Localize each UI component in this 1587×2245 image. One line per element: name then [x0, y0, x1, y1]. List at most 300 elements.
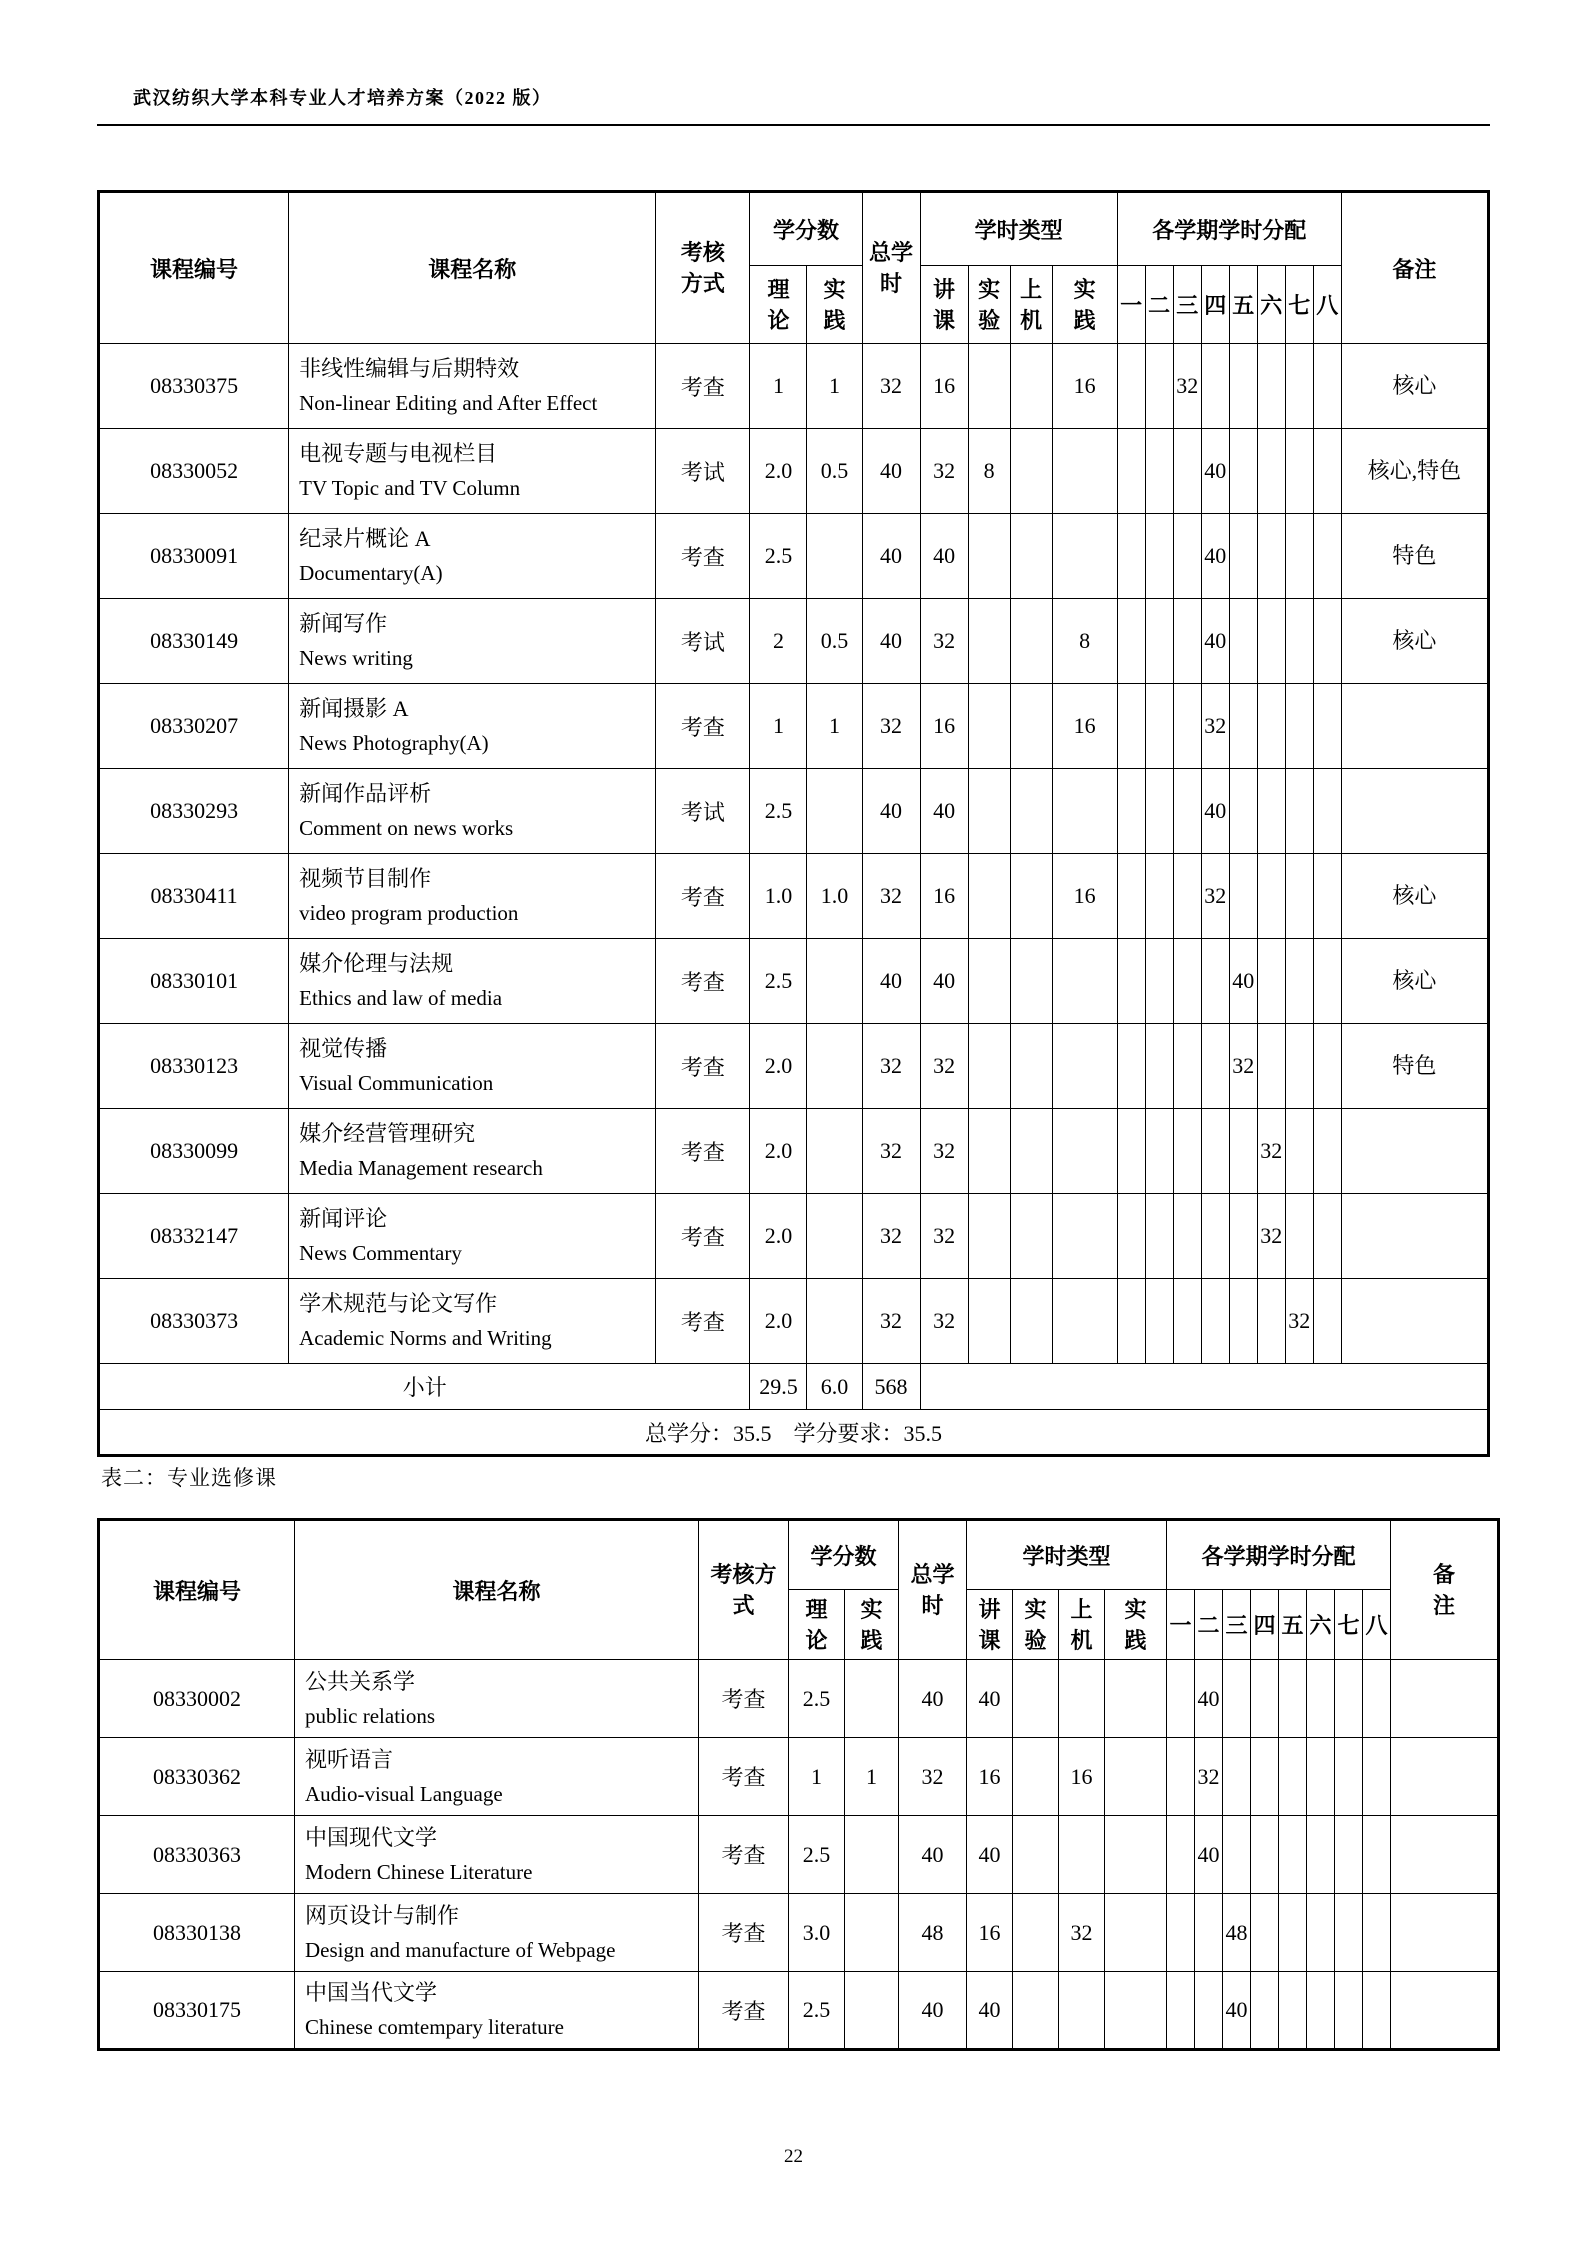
cell-semester-3	[1173, 1194, 1201, 1279]
cell-course-code: 08330149	[99, 599, 289, 684]
course-name-zh: 新闻摄影 A	[299, 696, 409, 721]
cell-remark: 核心,特色	[1341, 429, 1488, 514]
col-header-semester-allocation: 各学期学时分配	[1117, 192, 1341, 266]
cell-semester-4	[1201, 344, 1229, 429]
cell-semester-4	[1251, 1816, 1279, 1894]
cell-practice-credit	[845, 1894, 899, 1972]
cell-semester-1	[1117, 599, 1145, 684]
col-header-semester-allocation: 各学期学时分配	[1167, 1520, 1391, 1590]
cell-practice-credit	[807, 1194, 862, 1279]
cell-computer-hours	[1059, 1816, 1105, 1894]
cell-semester-4: 40	[1201, 599, 1229, 684]
cell-semester-3	[1223, 1816, 1251, 1894]
cell-practice-hours	[1052, 1279, 1117, 1364]
cell-experiment-hours	[1013, 1894, 1059, 1972]
cell-theory-credit: 2.5	[750, 769, 807, 854]
cell-theory-credit: 2.5	[750, 514, 807, 599]
page-number: 22	[784, 2146, 803, 2167]
cell-semester-2	[1145, 1194, 1173, 1279]
cell-remark	[1391, 1894, 1499, 1972]
cell-computer-hours	[1010, 939, 1052, 1024]
cell-semester-1	[1117, 429, 1145, 514]
col-header-semester-7: 七	[1335, 1590, 1363, 1660]
course-name-en: Visual Communication	[299, 1071, 494, 1095]
cell-semester-5	[1229, 684, 1257, 769]
course-name-zh: 视频节目制作	[299, 866, 432, 891]
cell-semester-8	[1313, 939, 1341, 1024]
col-header-practice-credit: 实践	[807, 266, 862, 344]
course-name-en: TV Topic and TV Column	[299, 476, 521, 500]
cell-experiment-hours	[968, 769, 1010, 854]
total-credits-row	[99, 1410, 1489, 1456]
cell-semester-8	[1313, 599, 1341, 684]
cell-lecture-hours: 32	[920, 1109, 968, 1194]
col-header-semester-6: 六	[1257, 266, 1285, 344]
cell-theory-credit: 2.5	[789, 1972, 845, 2050]
cell-total-hours: 40	[899, 1816, 967, 1894]
course-name-zh: 非线性编辑与后期特效	[299, 356, 520, 381]
cell-practice-hours	[1105, 1660, 1167, 1738]
cell-practice-credit	[807, 1109, 862, 1194]
col-header-practice-type: 实践	[1105, 1590, 1167, 1660]
cell-semester-4	[1201, 939, 1229, 1024]
col-header-semester-4: 四	[1251, 1590, 1279, 1660]
cell-practice-hours: 16	[1052, 854, 1117, 939]
cell-course-name	[289, 854, 656, 939]
table2-title: 表二：专业选修课	[101, 1466, 277, 1490]
subtotal-theory: 29.5	[750, 1364, 807, 1410]
cell-semester-3	[1173, 1279, 1201, 1364]
cell-course-code: 08330002	[99, 1660, 295, 1738]
course-name-zh: 新闻评论	[299, 1206, 388, 1231]
cell-total-hours: 32	[862, 1109, 920, 1194]
subtotal-label: 小计	[99, 1364, 750, 1410]
course-row	[99, 1279, 1489, 1364]
cell-semester-1	[1167, 1894, 1195, 1972]
cell-computer-hours: 16	[1059, 1738, 1105, 1816]
cell-semester-6	[1257, 344, 1285, 429]
col-header-semester-8: 八	[1313, 266, 1341, 344]
course-name-zh: 媒介经营管理研究	[299, 1121, 476, 1146]
cell-remark: 特色	[1341, 514, 1488, 599]
cell-practice-credit: 1	[807, 344, 862, 429]
course-name-en: Documentary(A)	[299, 561, 443, 585]
cell-total-hours: 40	[862, 514, 920, 599]
cell-semester-7	[1285, 939, 1313, 1024]
cell-lecture-hours: 40	[920, 939, 968, 1024]
cell-lecture-hours: 16	[920, 854, 968, 939]
cell-theory-credit: 2.0	[750, 1109, 807, 1194]
cell-theory-credit: 2.0	[750, 429, 807, 514]
cell-assessment: 考查	[656, 1194, 750, 1279]
cell-computer-hours	[1010, 344, 1052, 429]
cell-semester-7	[1335, 1660, 1363, 1738]
cell-theory-credit: 1	[750, 684, 807, 769]
course-row	[99, 344, 1489, 429]
cell-course-code: 08330207	[99, 684, 289, 769]
course-name-en: Chinese comtempary literature	[305, 2015, 564, 2039]
col-header-semester-3: 三	[1223, 1590, 1251, 1660]
cell-semester-8	[1313, 684, 1341, 769]
total-credits-text: 总学分：35.5 学分要求：35.5	[99, 1410, 1489, 1456]
cell-lecture-hours: 32	[920, 429, 968, 514]
cell-semester-8	[1313, 1024, 1341, 1109]
col-header-semester-4: 四	[1201, 266, 1229, 344]
course-name-zh: 视听语言	[305, 1746, 394, 1772]
cell-lecture-hours: 32	[920, 1194, 968, 1279]
cell-total-hours: 32	[862, 854, 920, 939]
cell-semester-6: 32	[1257, 1109, 1285, 1194]
cell-course-code: 08330123	[99, 1024, 289, 1109]
cell-practice-hours	[1052, 769, 1117, 854]
cell-experiment-hours	[968, 1279, 1010, 1364]
course-name-en: News writing	[299, 646, 413, 670]
course-row	[99, 769, 1489, 854]
cell-remark	[1341, 769, 1488, 854]
cell-semester-3	[1173, 684, 1201, 769]
cell-semester-1	[1117, 854, 1145, 939]
cell-semester-4	[1201, 1024, 1229, 1109]
cell-practice-hours	[1052, 1194, 1117, 1279]
col-header-semester-3: 三	[1173, 266, 1201, 344]
cell-remark: 核心	[1341, 939, 1488, 1024]
cell-semester-5	[1279, 1738, 1307, 1816]
cell-semester-6	[1307, 1738, 1335, 1816]
cell-computer-hours	[1010, 514, 1052, 599]
cell-theory-credit: 1	[750, 344, 807, 429]
col-header-hour-types: 学时类型	[920, 192, 1117, 266]
col-header-practice-credit: 实践	[845, 1590, 899, 1660]
cell-semester-3	[1173, 769, 1201, 854]
cell-assessment: 考查	[656, 854, 750, 939]
cell-experiment-hours	[968, 599, 1010, 684]
cell-remark	[1341, 684, 1488, 769]
cell-total-hours: 32	[862, 344, 920, 429]
course-name-en: Modern Chinese Literature	[305, 1859, 533, 1884]
cell-theory-credit: 2.5	[789, 1660, 845, 1738]
cell-lecture-hours: 32	[920, 1279, 968, 1364]
col-header-total-hours: 总学时	[899, 1520, 967, 1660]
col-header-assessment: 考核方式	[656, 192, 750, 344]
cell-practice-credit: 1	[845, 1738, 899, 1816]
cell-experiment-hours	[1013, 1738, 1059, 1816]
cell-course-name	[289, 599, 656, 684]
cell-semester-6	[1257, 684, 1285, 769]
cell-assessment: 考试	[656, 599, 750, 684]
cell-experiment-hours	[968, 1024, 1010, 1109]
cell-lecture-hours: 16	[967, 1894, 1013, 1972]
cell-semester-2	[1145, 344, 1173, 429]
cell-semester-7	[1285, 1024, 1313, 1109]
cell-computer-hours	[1010, 1194, 1052, 1279]
course-row	[99, 1816, 1499, 1894]
cell-semester-5	[1229, 854, 1257, 939]
cell-practice-credit: 1.0	[807, 854, 862, 939]
cell-semester-5	[1279, 1816, 1307, 1894]
cell-semester-1	[1167, 1738, 1195, 1816]
required-courses-table	[97, 190, 1490, 1457]
cell-remark	[1391, 1816, 1499, 1894]
col-header-practice-type: 实践	[1052, 266, 1117, 344]
cell-semester-3	[1173, 1024, 1201, 1109]
cell-practice-credit	[807, 769, 862, 854]
cell-practice-credit	[845, 1972, 899, 2050]
cell-semester-7: 32	[1285, 1279, 1313, 1364]
cell-practice-credit: 0.5	[807, 599, 862, 684]
cell-total-hours: 32	[899, 1738, 967, 1816]
cell-assessment: 考查	[656, 1279, 750, 1364]
cell-semester-5	[1229, 514, 1257, 599]
cell-assessment: 考查	[699, 1894, 789, 1972]
course-name-en: Comment on news works	[299, 816, 514, 840]
cell-remark	[1341, 1279, 1488, 1364]
cell-experiment-hours	[1013, 1972, 1059, 2050]
course-name-zh: 纪录片概论 A	[299, 526, 431, 551]
col-header-semester-2: 二	[1195, 1590, 1223, 1660]
subtotal-row	[99, 1364, 1489, 1410]
col-header-semester-5: 五	[1279, 1590, 1307, 1660]
cell-semester-8	[1313, 429, 1341, 514]
cell-semester-1	[1117, 514, 1145, 599]
cell-semester-2	[1145, 514, 1173, 599]
course-row	[99, 1738, 1499, 1816]
cell-semester-6	[1257, 939, 1285, 1024]
cell-total-hours: 48	[899, 1894, 967, 1972]
cell-lecture-hours: 32	[920, 1024, 968, 1109]
cell-computer-hours	[1010, 854, 1052, 939]
cell-remark	[1391, 1738, 1499, 1816]
cell-semester-2	[1145, 939, 1173, 1024]
cell-semester-7	[1335, 1894, 1363, 1972]
course-name-en: Ethics and law of media	[299, 986, 503, 1010]
col-header-course-name: 课程名称	[289, 192, 656, 344]
col-header-semester-7: 七	[1285, 266, 1313, 344]
cell-semester-5	[1229, 1194, 1257, 1279]
cell-semester-5	[1279, 1894, 1307, 1972]
cell-computer-hours	[1010, 769, 1052, 854]
cell-course-name	[289, 769, 656, 854]
cell-semester-2: 32	[1195, 1738, 1223, 1816]
cell-course-name	[295, 1816, 699, 1894]
course-name-zh: 视觉传播	[299, 1036, 388, 1061]
col-header-course-code: 课程编号	[99, 1520, 295, 1660]
header-rule	[97, 124, 1490, 126]
cell-computer-hours	[1010, 1279, 1052, 1364]
col-header-semester-6: 六	[1307, 1590, 1335, 1660]
cell-course-code: 08330373	[99, 1279, 289, 1364]
course-name-zh: 网页设计与制作	[305, 1902, 460, 1928]
col-header-assessment: 考核方式	[699, 1520, 789, 1660]
cell-practice-credit	[807, 514, 862, 599]
cell-semester-3	[1173, 514, 1201, 599]
cell-semester-4	[1251, 1738, 1279, 1816]
cell-practice-credit	[845, 1816, 899, 1894]
cell-course-code: 08332147	[99, 1194, 289, 1279]
cell-semester-6	[1257, 1024, 1285, 1109]
cell-course-name	[289, 344, 656, 429]
cell-semester-7	[1285, 854, 1313, 939]
cell-assessment: 考试	[656, 429, 750, 514]
cell-course-name	[289, 1024, 656, 1109]
cell-semester-4: 40	[1201, 514, 1229, 599]
cell-total-hours: 32	[862, 1024, 920, 1109]
cell-remark	[1391, 1972, 1499, 2050]
cell-total-hours: 32	[862, 684, 920, 769]
cell-semester-1	[1117, 939, 1145, 1024]
cell-course-name	[289, 1194, 656, 1279]
cell-lecture-hours: 16	[920, 344, 968, 429]
cell-semester-5: 32	[1229, 1024, 1257, 1109]
cell-semester-8	[1363, 1894, 1391, 1972]
elective-courses-table	[97, 1518, 1500, 2051]
cell-semester-4	[1201, 1279, 1229, 1364]
cell-course-name	[295, 1894, 699, 1972]
course-name-zh: 新闻写作	[299, 611, 388, 636]
course-name-zh: 公共关系学	[305, 1668, 416, 1694]
cell-semester-6: 32	[1257, 1194, 1285, 1279]
course-name-en: Media Management research	[299, 1156, 543, 1180]
cell-semester-2	[1145, 1024, 1173, 1109]
cell-semester-8	[1313, 344, 1341, 429]
cell-semester-3	[1223, 1660, 1251, 1738]
cell-lecture-hours: 40	[920, 769, 968, 854]
page-header-title: 武汉纺织大学本科专业人才培养方案（2022 版）	[133, 88, 552, 108]
cell-assessment: 考查	[699, 1660, 789, 1738]
cell-assessment: 考查	[656, 684, 750, 769]
course-name-zh: 中国现代文学	[305, 1824, 438, 1850]
cell-remark: 核心	[1341, 599, 1488, 684]
cell-total-hours: 40	[862, 769, 920, 854]
course-row	[99, 1660, 1499, 1738]
course-row	[99, 429, 1489, 514]
cell-practice-hours	[1105, 1816, 1167, 1894]
cell-semester-2	[1145, 769, 1173, 854]
cell-semester-7	[1335, 1972, 1363, 2050]
course-row	[99, 1194, 1489, 1279]
course-row	[99, 939, 1489, 1024]
cell-course-name	[289, 684, 656, 769]
cell-remark: 核心	[1341, 854, 1488, 939]
cell-semester-3: 32	[1173, 344, 1201, 429]
cell-practice-hours: 16	[1052, 684, 1117, 769]
col-header-semester-1: 一	[1167, 1590, 1195, 1660]
cell-experiment-hours	[968, 1194, 1010, 1279]
cell-practice-credit: 0.5	[807, 429, 862, 514]
cell-experiment-hours	[1013, 1816, 1059, 1894]
cell-assessment: 考查	[699, 1738, 789, 1816]
cell-semester-7	[1285, 1109, 1313, 1194]
cell-semester-6	[1257, 429, 1285, 514]
cell-lecture-hours: 40	[967, 1660, 1013, 1738]
cell-semester-5	[1229, 1279, 1257, 1364]
cell-lecture-hours: 40	[920, 514, 968, 599]
cell-semester-8	[1313, 769, 1341, 854]
cell-semester-8	[1313, 1279, 1341, 1364]
course-name-en: video program production	[299, 901, 519, 925]
cell-experiment-hours	[968, 514, 1010, 599]
cell-theory-credit: 2.5	[750, 939, 807, 1024]
cell-semester-8	[1363, 1660, 1391, 1738]
cell-semester-4	[1251, 1894, 1279, 1972]
col-header-semester-5: 五	[1229, 266, 1257, 344]
course-row	[99, 599, 1489, 684]
cell-semester-6	[1257, 514, 1285, 599]
col-header-theory: 理论	[750, 266, 807, 344]
cell-semester-3: 40	[1223, 1972, 1251, 2050]
col-header-computer: 上机	[1059, 1590, 1105, 1660]
cell-course-code: 08330052	[99, 429, 289, 514]
col-header-hour-types: 学时类型	[967, 1520, 1167, 1590]
cell-remark: 核心	[1341, 344, 1488, 429]
cell-semester-2	[1145, 854, 1173, 939]
course-row	[99, 684, 1489, 769]
cell-semester-3	[1223, 1738, 1251, 1816]
cell-semester-7	[1285, 684, 1313, 769]
col-header-theory: 理论	[789, 1590, 845, 1660]
cell-course-code: 08330411	[99, 854, 289, 939]
cell-course-name	[295, 1660, 699, 1738]
cell-semester-2: 40	[1195, 1816, 1223, 1894]
col-header-total-hours: 总学时	[862, 192, 920, 344]
cell-assessment: 考试	[656, 769, 750, 854]
cell-lecture-hours: 32	[920, 599, 968, 684]
cell-semester-3	[1173, 939, 1201, 1024]
cell-semester-7	[1335, 1738, 1363, 1816]
cell-semester-7	[1335, 1816, 1363, 1894]
cell-semester-8	[1363, 1972, 1391, 2050]
cell-semester-4: 32	[1201, 684, 1229, 769]
cell-remark: 特色	[1341, 1024, 1488, 1109]
cell-total-hours: 40	[862, 429, 920, 514]
course-row	[99, 514, 1489, 599]
col-header-remark: 备注	[1391, 1520, 1499, 1660]
cell-assessment: 考查	[656, 1109, 750, 1194]
col-header-semester-2: 二	[1145, 266, 1173, 344]
cell-practice-credit	[845, 1660, 899, 1738]
cell-semester-7	[1285, 514, 1313, 599]
cell-semester-2: 40	[1195, 1660, 1223, 1738]
course-name-en: Non-linear Editing and After Effect	[299, 391, 598, 415]
course-row	[99, 1024, 1489, 1109]
cell-semester-7	[1285, 599, 1313, 684]
cell-experiment-hours	[968, 854, 1010, 939]
cell-course-name	[295, 1972, 699, 2050]
cell-experiment-hours	[968, 684, 1010, 769]
cell-computer-hours	[1059, 1972, 1105, 2050]
cell-course-code: 08330363	[99, 1816, 295, 1894]
cell-semester-6	[1307, 1972, 1335, 2050]
cell-practice-hours	[1052, 1024, 1117, 1109]
cell-remark	[1341, 1109, 1488, 1194]
cell-practice-hours	[1052, 939, 1117, 1024]
col-header-lecture: 讲课	[920, 266, 968, 344]
cell-lecture-hours: 40	[967, 1816, 1013, 1894]
cell-lecture-hours: 16	[920, 684, 968, 769]
cell-semester-5	[1229, 1109, 1257, 1194]
cell-semester-1	[1117, 1194, 1145, 1279]
course-row	[99, 1894, 1499, 1972]
cell-practice-hours	[1052, 429, 1117, 514]
cell-semester-5	[1229, 599, 1257, 684]
cell-semester-2	[1195, 1972, 1223, 2050]
cell-computer-hours	[1010, 684, 1052, 769]
course-name-zh: 新闻作品评析	[299, 781, 432, 806]
cell-semester-1	[1117, 684, 1145, 769]
cell-semester-5	[1229, 344, 1257, 429]
cell-semester-2	[1145, 599, 1173, 684]
cell-semester-8	[1313, 1194, 1341, 1279]
cell-semester-6	[1257, 599, 1285, 684]
